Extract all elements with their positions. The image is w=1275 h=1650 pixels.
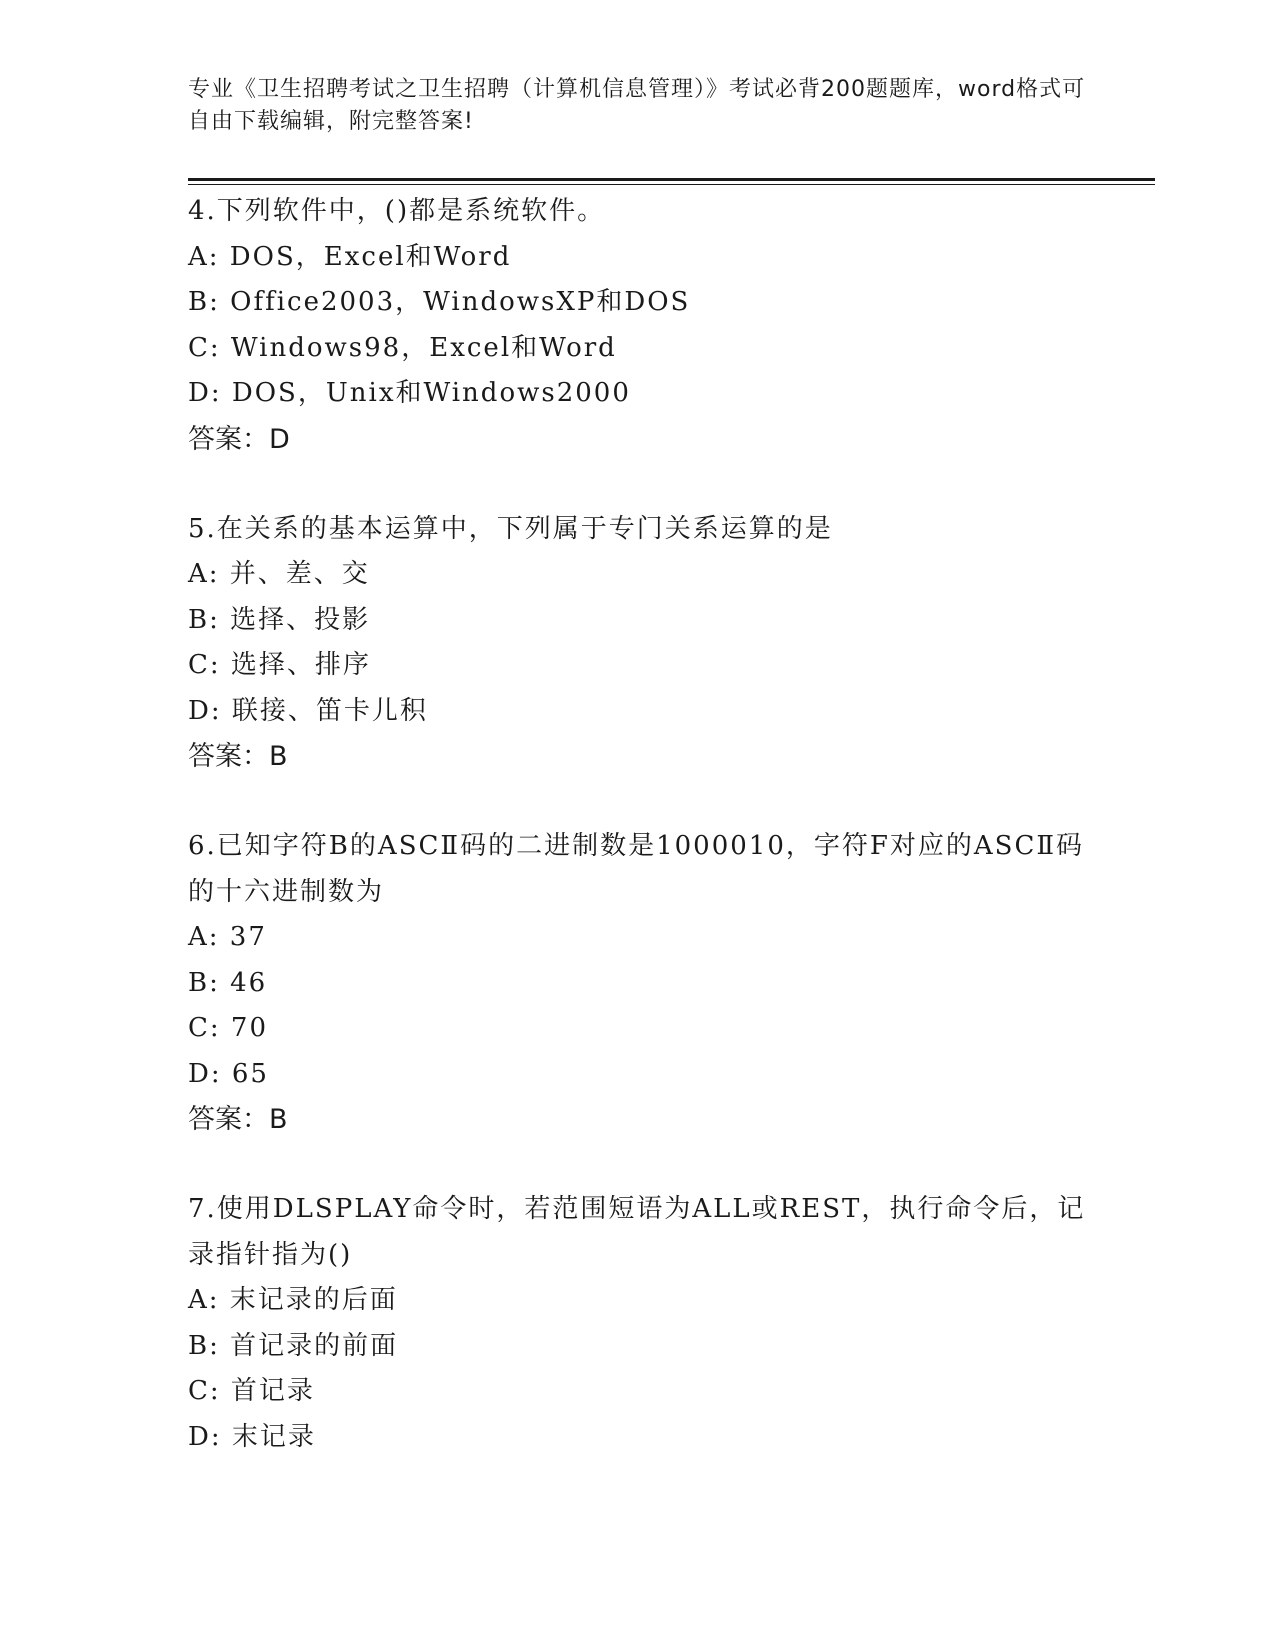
option-c: C: 70 (188, 1013, 269, 1043)
option-a: A: 37 (188, 922, 267, 952)
option-c: C: Windows98，Excel和Word (188, 332, 617, 363)
option-a: A: 末记录的后面 (188, 1285, 398, 1315)
header-rule-thin (188, 184, 1155, 185)
option-a: A: DOS，Excel和Word (188, 241, 512, 272)
question-5 (188, 507, 1088, 780)
question-text: 4.下列软件中，()都是系统软件。 (188, 196, 606, 226)
option-b: B: 首记录的前面 (188, 1330, 399, 1361)
question-text: 5.在关系的基本运算中，下列属于专门关系运算的是 (188, 513, 833, 544)
option-d: D: 末记录 (188, 1421, 316, 1452)
question-list (188, 189, 1088, 1505)
answer: 答案：D (188, 423, 290, 455)
option-d: D: 65 (188, 1058, 269, 1089)
answer: 答案：B (188, 741, 288, 772)
option-c: C: 首记录 (188, 1376, 315, 1406)
answer: 答案：B (188, 1104, 288, 1135)
question-text: 7.使用DLSPLAY命令时，若范围短语为ALL或REST，执行命令后，记录指针指为() (188, 1194, 1086, 1270)
option-d: D: DOS，Unix和Windows2000 (188, 378, 631, 408)
option-d: D: 联接、笛卡儿积 (188, 695, 428, 726)
document-header: 专业《卫生招聘考试之卫生招聘（计算机信息管理）》考试必背200题题库，word格式可自由下载编辑，附完整答案! (188, 77, 1086, 134)
option-b: B: 46 (188, 967, 268, 998)
question-7 (188, 1187, 1088, 1460)
option-b: B: 选择、投影 (188, 604, 371, 635)
question-6 (188, 824, 1088, 1142)
question-4 (188, 189, 1088, 462)
header-rule-thick (188, 178, 1155, 181)
option-c: C: 选择、排序 (188, 650, 371, 680)
option-b: B: Office2003，WindowsXP和DOS (188, 287, 691, 317)
option-a: A: 并、差、交 (188, 559, 370, 589)
question-text: 6.已知字符B的ASCⅡ码的二进制数是1000010，字符F对应的ASCⅡ码的十六进制数为 (188, 831, 1085, 907)
